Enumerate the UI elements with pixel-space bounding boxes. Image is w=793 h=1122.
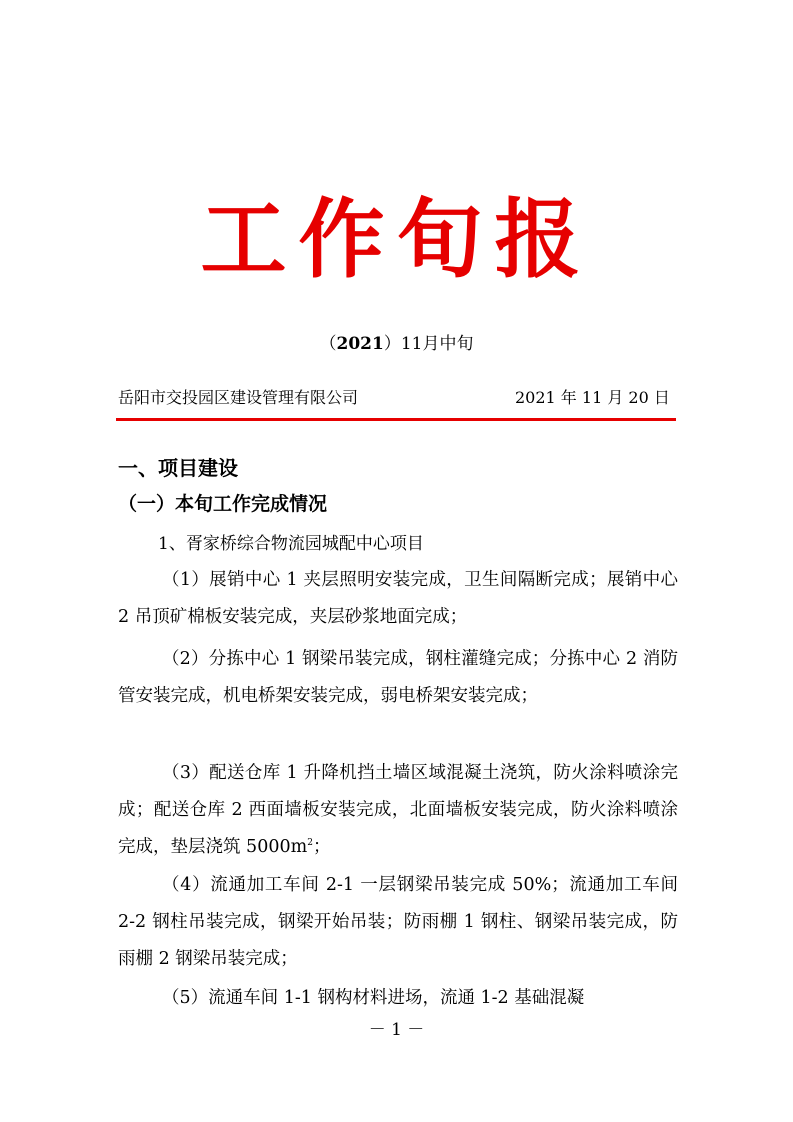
page-number: － 1 － bbox=[368, 1020, 425, 1040]
issue-year: 2021 bbox=[336, 334, 384, 354]
progress-item-3 bbox=[118, 755, 678, 866]
issue-open: （ bbox=[319, 334, 337, 354]
progress-item-1: （1）展销中心 1 夹层照明安装完成，卫生间隔断完成；展销中心 2 吊顶矿棉板安装完成，夹层砂浆地面完成； bbox=[118, 570, 678, 627]
issue-line bbox=[0, 332, 793, 356]
issue-period: 11月中旬 bbox=[400, 334, 474, 354]
superscript-2: 2 bbox=[307, 838, 313, 849]
project-title: 1、胥家桥综合物流园城配中心项目 bbox=[158, 534, 424, 554]
masthead-title: 工作旬报 bbox=[200, 190, 593, 290]
section-heading: 一、项目建设 bbox=[118, 456, 238, 480]
issue-close: ） bbox=[383, 334, 401, 354]
progress-item-5: （5）流通车间 1-1 钢构材料进场，流通 1-2 基础混凝 bbox=[162, 988, 585, 1008]
progress-item-3-text: （3）配送仓库 1 升降机挡土墙区域混凝土浇筑，防火涂料喷涂完成；配送仓库 2 西面墙板安装完成，北面墙板安装完成，防火涂料喷涂完成，垫层浇筑 5000m bbox=[118, 763, 678, 857]
issuing-organization: 岳阳市交投园区建设管理有限公司 bbox=[118, 388, 359, 407]
issue-date: 2021 年 11 月 20 日 bbox=[515, 388, 670, 407]
subsection-heading: （一）本旬工作完成情况 bbox=[118, 493, 328, 515]
progress-item-2: （2）分拣中心 1 钢梁吊装完成，钢柱灌缝完成；分拣中心 2 消防管安装完成，机电桥架安装完成，弱电桥架安装完成； bbox=[118, 649, 678, 706]
progress-item-3-end: ； bbox=[312, 837, 331, 857]
red-divider bbox=[116, 418, 676, 421]
progress-item-4: （4）流通加工车间 2-1 一层钢梁吊装完成 50%；流通加工车间 2-2 钢柱吊装完成，钢梁开始吊装；防雨棚 1 钢柱、钢梁吊装完成，防雨棚 2 钢梁吊装完成； bbox=[118, 875, 678, 969]
